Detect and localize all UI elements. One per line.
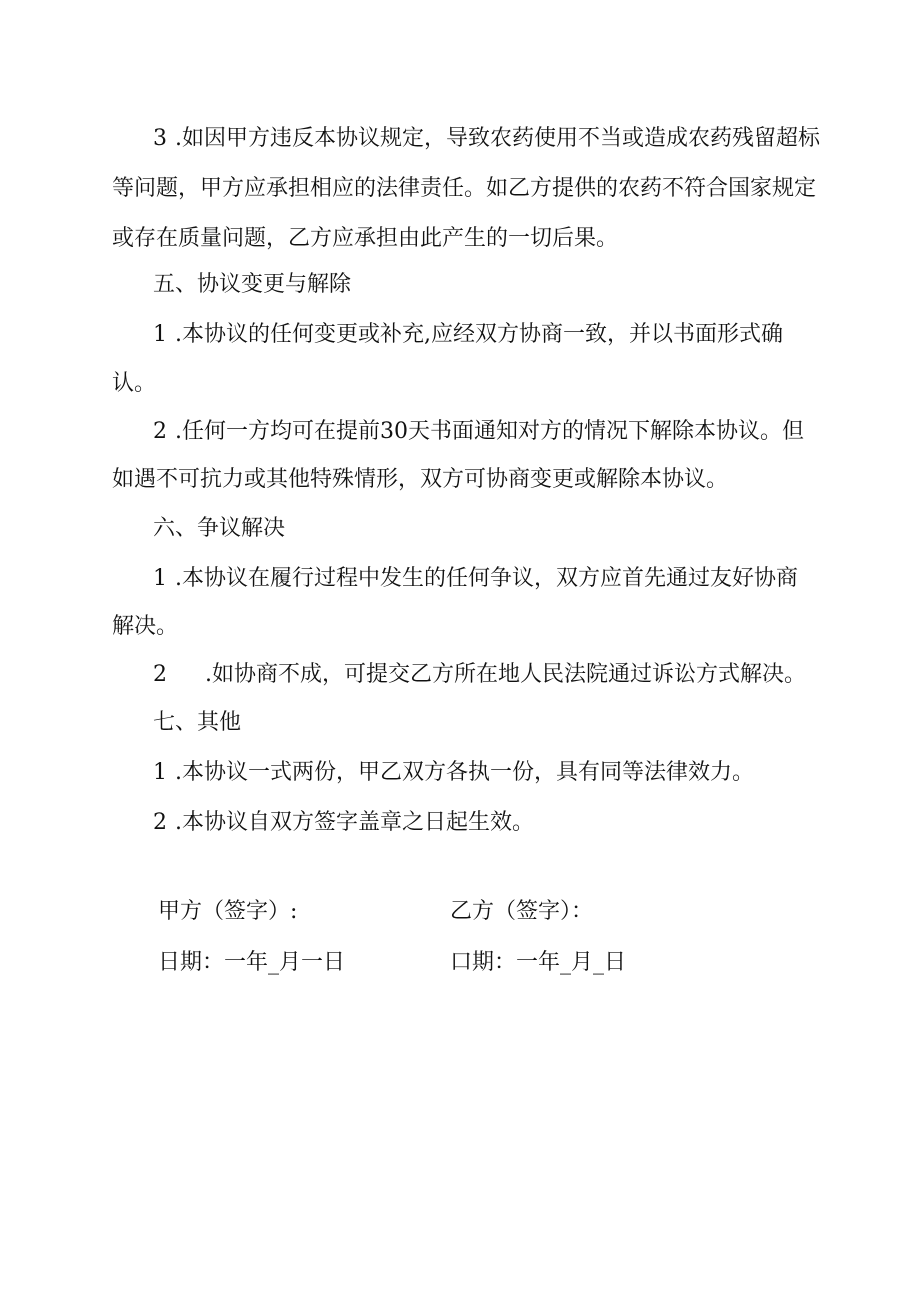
section-6-clause-2-line-1 bbox=[153, 660, 806, 690]
section-5-clause-2-line-2: 如遇不可抗力或其他特殊情形，双方可协商变更或解除本协议。 bbox=[112, 467, 729, 492]
section-5-clause-2-line-1 bbox=[153, 417, 804, 447]
section-6-clause-1-line-2: 解决。 bbox=[112, 614, 179, 639]
clause-number: 2 bbox=[153, 662, 167, 687]
clause-number: 2 bbox=[153, 419, 167, 444]
clause-text: .本协议一式两份，甲乙双方各执一份，具有同等法律效力。 bbox=[175, 760, 754, 785]
clause-number: 3 bbox=[153, 126, 167, 151]
clause-number: 1 bbox=[153, 760, 167, 785]
clause-text: .如因甲方违反本协议规定，导致农药使用不当或造成农药残留超标 bbox=[175, 126, 820, 151]
clause-3-line-1 bbox=[153, 124, 820, 154]
clause-text: .任何一方均可在提前30天书面通知对方的情况下解除本协议。但 bbox=[175, 419, 804, 444]
party-a-signature-label: 甲方（签字）: bbox=[158, 899, 298, 924]
clause-3-line-3: 或存在质量问题，乙方应承担由此产生的一切后果。 bbox=[112, 226, 619, 251]
party-b-date-label: 口期：一年_月_日 bbox=[450, 950, 627, 975]
clause-text: .如协商不成，可提交乙方所在地人民法院通过诉讼方式解决。 bbox=[205, 662, 806, 687]
clause-number: 1 bbox=[153, 566, 167, 591]
clause-number: 1 bbox=[153, 322, 167, 347]
section-5-heading: 五、协议变更与解除 bbox=[153, 272, 352, 297]
clause-text: .本协议在履行过程中发生的任何争议，双方应首先通过友好协商 bbox=[175, 566, 798, 591]
section-7-clause-1-line-1 bbox=[153, 758, 754, 788]
party-a-date-label: 日期：一年_月一日 bbox=[158, 950, 346, 975]
clause-3-line-2: 等问题，甲方应承担相应的法律责任。如乙方提供的农药不符合国家规定 bbox=[112, 176, 817, 201]
section-7-clause-2-line-1 bbox=[153, 808, 534, 838]
section-6-heading: 六、争议解决 bbox=[153, 516, 286, 541]
clause-text: .本协议自双方签字盖章之日起生效。 bbox=[175, 810, 534, 835]
party-b-signature-label: 乙方（签字）： bbox=[450, 899, 594, 924]
section-6-clause-1-line-1 bbox=[153, 564, 798, 594]
section-5-clause-1-line-2: 认。 bbox=[112, 371, 157, 396]
section-7-heading: 七、其他 bbox=[153, 710, 242, 735]
section-5-clause-1-line-1 bbox=[153, 320, 783, 350]
clause-text: .本协议的任何变更或补充,应经双方协商一致，并以书面形式确 bbox=[175, 322, 783, 347]
clause-number: 2 bbox=[153, 810, 167, 835]
